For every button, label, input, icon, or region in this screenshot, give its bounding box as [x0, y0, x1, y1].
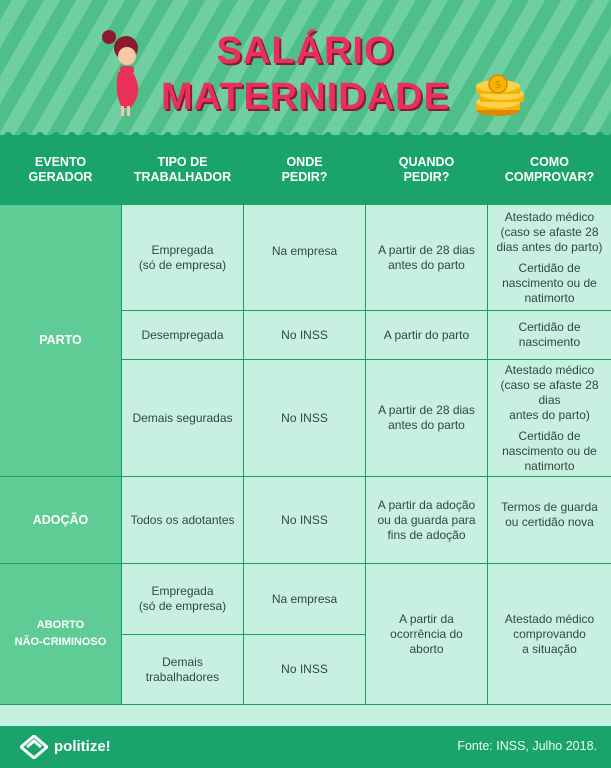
- cell-como: Atestado médico (caso se afaste 28 dias antes do parto): [500, 362, 599, 422]
- cell-onde: No INSS: [281, 512, 328, 527]
- table-cell: [366, 477, 487, 563]
- cell-tipo: Desempregada: [141, 327, 224, 342]
- cell-tipo: Demais trabalhadores: [145, 654, 220, 684]
- cell-quando: A partir da adoção ou da guarda para fins de adoção: [377, 497, 476, 542]
- table-cell: [122, 635, 243, 704]
- cell-como: Certidão de nascimento ou de natimorto: [502, 428, 597, 473]
- column-header-evento: EVENTO GERADOR: [0, 135, 121, 205]
- cell-quando: A partir de 28 dias antes do parto: [378, 242, 475, 272]
- cell-tipo: Demais seguradas: [132, 410, 233, 425]
- cell-onde: No INSS: [281, 662, 328, 676]
- table-cell: [122, 564, 243, 634]
- footer: [0, 726, 611, 768]
- politize-logo-icon: [20, 735, 48, 759]
- cell-como: Atestado médico (caso se afaste 28 dias antes do parto): [496, 209, 603, 254]
- table-cell: [488, 360, 611, 476]
- cell-tipo: Empregada (só de empresa): [138, 584, 227, 613]
- cell-onde: Na empresa: [271, 591, 338, 606]
- column-header-tipo: TIPO DE TRABALHADOR: [122, 135, 243, 205]
- event-aborto: ABORTO NÃO-CRIMINOSO: [0, 564, 121, 704]
- column-header-como: COMO COMPROVAR?: [488, 135, 611, 205]
- cell-tipo: Empregada (só de empresa): [138, 242, 227, 272]
- table-cell: [488, 205, 611, 310]
- table-cell: [488, 311, 611, 359]
- cell-onde: No INSS: [281, 410, 328, 425]
- cell-quando: A partir de 28 dias antes do parto: [378, 403, 475, 432]
- svg-text:$: $: [494, 78, 502, 91]
- brand-name: politize!: [54, 738, 111, 755]
- table-cell: [244, 360, 365, 476]
- table-cell: [244, 564, 365, 634]
- table-cell: [244, 477, 365, 563]
- scalloped-edge: [0, 122, 611, 142]
- column-header-onde: ONDE PEDIR?: [244, 135, 365, 205]
- table-cell: [122, 311, 243, 359]
- table-cell: [122, 205, 243, 310]
- table-cell: [366, 564, 487, 704]
- table-cell: [244, 311, 365, 359]
- cell-quando: A partir do parto: [383, 327, 470, 342]
- cell-onde: No INSS: [281, 327, 328, 342]
- table-cell: [122, 360, 243, 476]
- title-line-2: MATERNIDADE: [161, 76, 450, 118]
- title-line-1: SALÁRIO: [216, 30, 395, 72]
- table-cell: [122, 477, 243, 563]
- cell-como: Termos de guarda ou certidão nova: [501, 500, 598, 529]
- cell-como: Atestado médico comprovando a situação: [504, 611, 595, 656]
- event-parto: PARTO: [0, 205, 121, 476]
- event-adocao: ADOÇÃO: [0, 477, 121, 563]
- cell-tipo: Todos os adotantes: [130, 512, 235, 527]
- cell-como: Certidão de nascimento ou de natimorto: [502, 260, 597, 305]
- column-header-quando: QUANDO PEDIR?: [366, 135, 487, 205]
- table-cell: [244, 635, 365, 704]
- table-cell: [366, 205, 487, 310]
- row-divider: [0, 704, 611, 705]
- table-cell: [488, 477, 611, 553]
- table-cell: [366, 360, 487, 476]
- table-cell: [366, 311, 487, 359]
- table-cell: [244, 205, 365, 297]
- header-banner: [0, 0, 611, 138]
- cell-como: Certidão de nascimento: [518, 320, 581, 349]
- coins-icon: [472, 72, 528, 118]
- source-note: Fonte: INSS, Julho 2018.: [457, 739, 597, 753]
- cell-onde: Na empresa: [271, 243, 338, 258]
- table-cell: [488, 564, 611, 704]
- cell-quando: A partir da ocorrência do aborto: [390, 611, 463, 656]
